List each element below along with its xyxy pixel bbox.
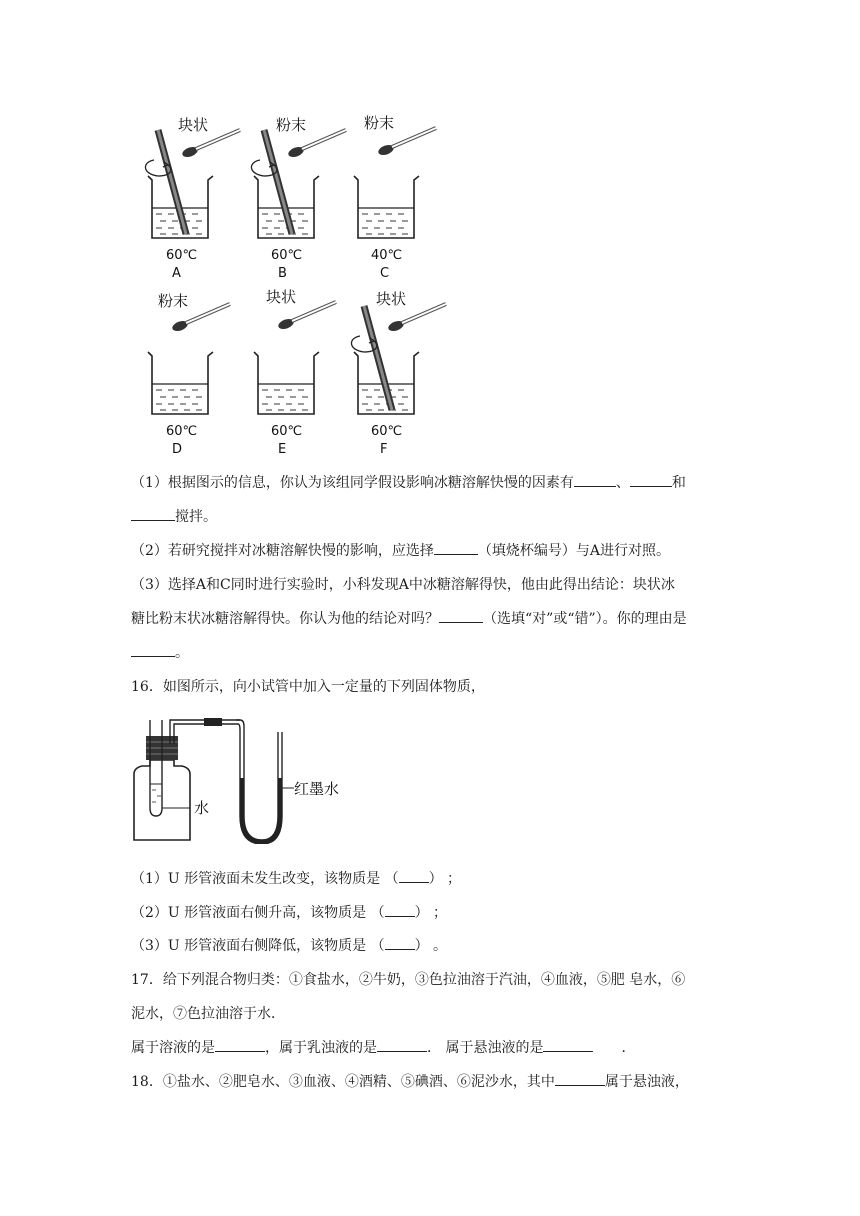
blank bbox=[630, 472, 672, 487]
blank bbox=[543, 1037, 593, 1052]
beaker-f-letter: F bbox=[380, 442, 388, 457]
blank bbox=[385, 935, 415, 950]
beaker-c-letter: C bbox=[380, 266, 390, 281]
blank bbox=[131, 642, 175, 657]
q17-stem-cont: 泥水，⑦色拉油溶于水． bbox=[131, 1006, 285, 1022]
q17-stem: 17．给下列混合物归类：①食盐水，②牛奶，③色拉油溶于汽油，④血液，⑤肥 皂水，⑥ bbox=[131, 972, 686, 988]
beaker-d-letter: D bbox=[172, 442, 183, 457]
beaker-d-solid: 粉末 bbox=[158, 292, 189, 310]
q15-part3-cont: 糖比粉末状冰糖溶解得快。你认为他的结论对吗？ （选填“对”或“错”）。你的理由是 bbox=[131, 608, 687, 628]
label-water: 水 bbox=[194, 799, 210, 817]
q15-part1-cont: 搅拌。 bbox=[131, 506, 217, 526]
q17-answers: 属于溶液的是 ，属于乳浊液的是 ． 属于悬浊液的是 ． bbox=[131, 1037, 635, 1057]
blank bbox=[131, 506, 175, 521]
q16-part1: （1）U 形管液面未发生改变，该物质是 （ ） ； bbox=[131, 868, 461, 888]
q15-part2: （2）若研究搅拌对冰糖溶解快慢的影响，应选择 （填烧杯编号）与A进行对照。 bbox=[131, 540, 670, 560]
beaker-c-temp: 40℃ bbox=[371, 248, 403, 263]
beaker-b-letter: B bbox=[278, 266, 287, 281]
beaker-d-temp: 60℃ bbox=[166, 424, 198, 439]
beaker-f-temp: 60℃ bbox=[371, 424, 403, 439]
q16-stem: 16．如图所示，向小试管中加入一定量的下列固体物质， bbox=[131, 679, 485, 695]
beaker-figure bbox=[118, 112, 468, 457]
label-red-ink: 红墨水 bbox=[294, 780, 340, 798]
beaker-e-solid: 块状 bbox=[266, 288, 297, 306]
blank bbox=[439, 608, 483, 623]
blank bbox=[574, 472, 616, 487]
beaker-e-temp: 60℃ bbox=[271, 424, 303, 439]
beaker-c-solid: 粉末 bbox=[364, 114, 395, 132]
u-tube-apparatus bbox=[128, 712, 368, 844]
blank bbox=[385, 902, 415, 917]
beaker-e-letter: E bbox=[278, 442, 287, 457]
beaker-b-solid: 粉末 bbox=[276, 116, 307, 134]
blank bbox=[434, 540, 478, 555]
beaker-f-solid: 块状 bbox=[376, 290, 407, 308]
beaker-a-solid: 块状 bbox=[178, 116, 209, 134]
q16-part2: （2）U 形管液面右侧升高，该物质是 （ ） ； bbox=[131, 902, 447, 922]
blank bbox=[555, 1071, 605, 1086]
beaker-a-letter: A bbox=[172, 266, 181, 281]
q15-part3: （3）选择A和C同时进行实验时，小科发现A中冰糖溶解得快，他由此得出结论：块状冰 bbox=[131, 577, 675, 593]
blank bbox=[377, 1037, 427, 1052]
blank bbox=[399, 868, 429, 883]
q16-part3: （3）U 形管液面右侧降低，该物质是 （ ） 。 bbox=[131, 935, 447, 955]
beaker-b-temp: 60℃ bbox=[271, 248, 303, 263]
q15-part3-end: 。 bbox=[131, 642, 189, 662]
blank bbox=[215, 1037, 265, 1052]
beaker-a-temp: 60℃ bbox=[166, 248, 198, 263]
q15-part1: （1）根据图示的信息，你认为该组同学假设影响冰糖溶解快慢的因素有 、 和 bbox=[131, 472, 686, 492]
q18-stem: 18．①盐水、②肥皂水、③血液、④酒精、⑤碘酒、⑥泥沙水，其中 属于悬浊液， bbox=[131, 1071, 689, 1091]
